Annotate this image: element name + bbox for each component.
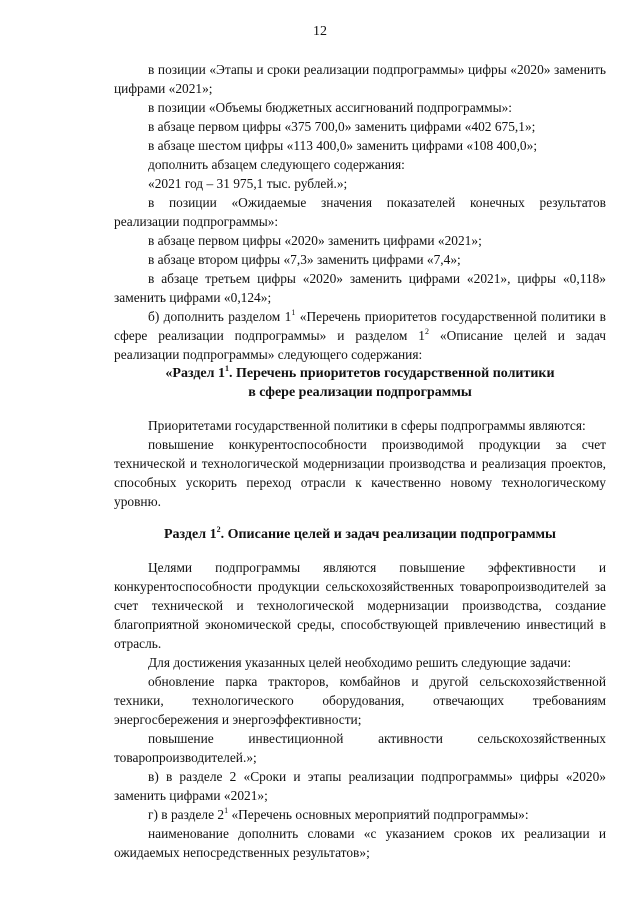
paragraph: в позиции «Этапы и сроки реализации подпрограммы» цифры «2020» заменить цифрами «2021»;: [114, 62, 606, 96]
paragraph: в) в разделе 2 «Сроки и этапы реализации подпрограммы» цифры «2020» заменить цифрами «2021»;: [114, 769, 606, 803]
text-run: Раздел 1: [164, 527, 217, 542]
superscript: 2: [216, 525, 221, 534]
spacer: [114, 544, 606, 558]
text-run: «Перечень приоритетов государственной политики в сфере реализации подпрограммы» и разделом 1: [114, 309, 606, 343]
section-heading: в сфере реализации подпрограммы: [248, 385, 472, 400]
text-run: «Описание целей и задач реализации подпрограммы» следующего содержания:: [114, 328, 606, 362]
paragraph: [114, 805, 606, 824]
paragraph: в абзаце втором цифры «7,3» заменить цифрами «7,4»;: [148, 252, 461, 267]
spacer: [114, 511, 606, 525]
paragraph: в абзаце третьем цифры «2020» заменить цифрами «2021», цифры «0,118» заменить цифрами «0,124»;: [114, 271, 606, 305]
text-run: . Описание целей и задач реализации подпрограммы: [220, 527, 556, 542]
paragraph: Приоритетами государственной политики в сферы подпрограммы являются:: [148, 418, 586, 433]
section-heading: [114, 364, 606, 383]
section-heading: [114, 525, 606, 544]
paragraph: Для достижения указанных целей необходимо решить следующие задачи:: [148, 655, 572, 670]
text-run: г) в разделе 2: [148, 807, 225, 822]
paragraph: обновление парка тракторов, комбайнов и другой сельскохозяйственной техники, технологического оборудования, отвечающих требованиям энергосбережения и энергоэффективности;: [114, 674, 606, 727]
paragraph: Целями подпрограммы являются повышение эффективности и конкурентоспособности продукции сельскохозяйственных товаропроизводителей за счет технической и технологической модернизации производства, создание благоприятной экономической среды, способствующей привлечению инвестиций в отрасль.: [114, 560, 606, 651]
paragraph: в абзаце шестом цифры «113 400,0» заменить цифрами «108 400,0»;: [148, 138, 538, 153]
page-number: 12: [313, 24, 327, 39]
spacer: [114, 402, 606, 416]
paragraph: [114, 307, 606, 364]
superscript: 1: [225, 364, 229, 373]
paragraph: повышение конкурентоспособности производимой продукции за счет технической и технологической модернизации производства и реализация проектов, способных ускорить переход отрасли к качественно новому технологическому уровню.: [114, 437, 606, 509]
superscript: 1: [291, 308, 296, 317]
text-run: «Перечень основных мероприятий подпрограммы»:: [228, 807, 529, 822]
paragraph: в абзаце первом цифры «2020» заменить цифрами «2021»;: [148, 233, 482, 248]
paragraph: «2021 год – 31 975,1 тыс. рублей.»;: [148, 176, 348, 191]
text-run: . Перечень приоритетов государственной политики: [229, 366, 555, 381]
paragraph: дополнить абзацем следующего содержания:: [148, 157, 405, 172]
document-body: [114, 60, 606, 862]
paragraph: в абзаце первом цифры «375 700,0» заменить цифрами «402 675,1»;: [148, 119, 536, 134]
superscript: 2: [424, 327, 429, 336]
paragraph: в позиции «Объемы бюджетных ассигнований подпрограммы»:: [148, 100, 513, 115]
paragraph: повышение инвестиционной активности сельскохозяйственных товаропроизводителей.»;: [114, 731, 606, 765]
text-run: б) дополнить разделом 1: [148, 309, 292, 324]
text-run: «Раздел 1: [165, 366, 225, 381]
paragraph: наименование дополнить словами «с указанием сроков их реализации и ожидаемых непосредственных результатов»;: [114, 826, 606, 860]
paragraph: в позиции «Ожидаемые значения показателей конечных результатов реализации подпрограммы»:: [114, 195, 606, 229]
superscript: 1: [224, 806, 229, 815]
